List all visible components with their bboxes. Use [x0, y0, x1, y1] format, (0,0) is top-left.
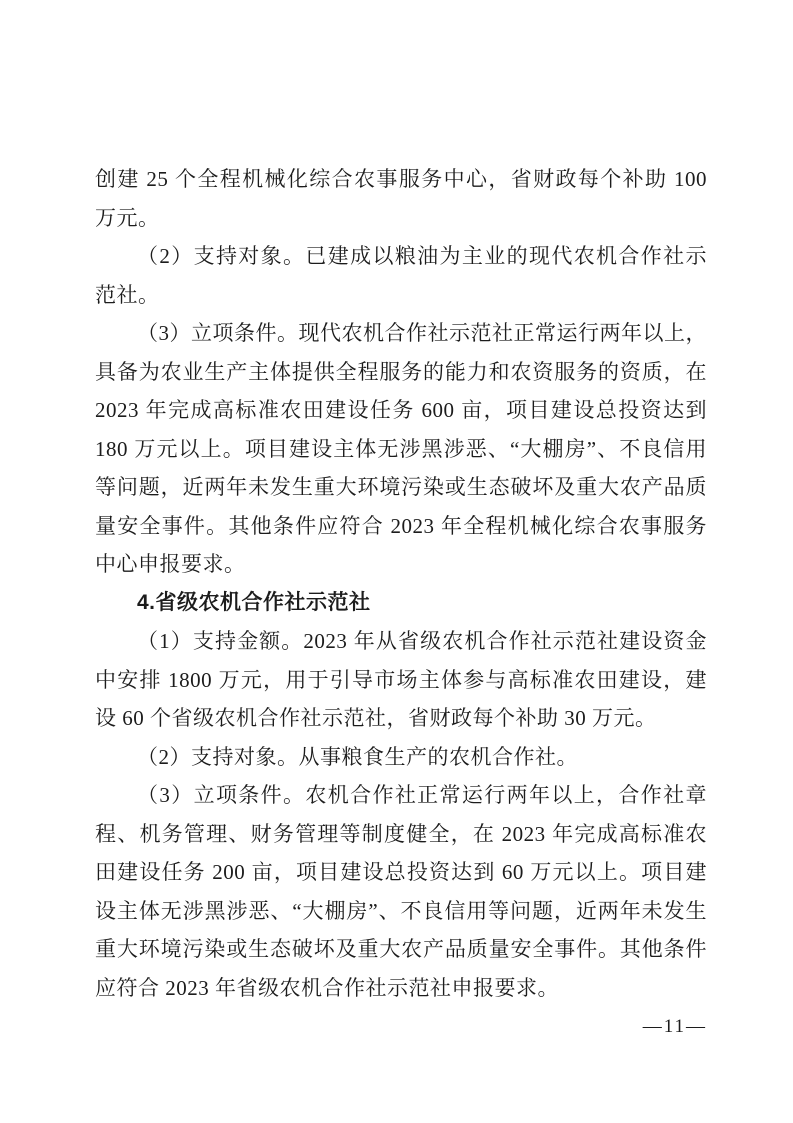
text-line: 中心申报要求。 — [95, 552, 246, 576]
text-line: （3）立项条件。现代农机合作社示范社正常运行两年以上， — [137, 321, 707, 345]
page-number: —11— — [642, 1016, 707, 1037]
text-line: 创建 25 个全程机械化综合农事服务中心，省财政每个补助 100 — [95, 167, 707, 191]
text-line: 万元。 — [95, 205, 160, 230]
text-line: 具备为农业生产主体提供全程服务的能力和农资服务的资质，在 — [95, 359, 707, 384]
text-line: 范社。 — [95, 282, 160, 307]
text-line: 田建设任务 200 亩，项目建设总投资达到 60 万元以上。项目建 — [95, 860, 707, 884]
text-line: （2）支持对象。已建成以粮油为主业的现代农机合作社示 — [137, 244, 707, 268]
text-line: 程、机务管理、财务管理等制度健全，在 2023 年完成高标准农 — [95, 821, 707, 846]
text-line: （2）支持对象。从事粮食生产的农机合作社。 — [137, 744, 578, 769]
text-line: 中安排 1800 万元，用于引导市场主体参与高标准农田建设，建 — [95, 667, 707, 692]
text-line: （3）立项条件。农机合作社正常运行两年以上，合作社章 — [137, 783, 707, 807]
text-line: 2023 年完成高标准农田建设任务 600 亩，项目建设总投资达到 — [95, 398, 707, 422]
text-line: 设主体无涉黑涉恶、“大棚房”、不良信用等问题，近两年未发生 — [95, 898, 707, 923]
text-line: 设 60 个省级农机合作社示范社，省财政每个补助 30 万元。 — [95, 706, 657, 730]
text-line: 180 万元以上。项目建设主体无涉黑涉恶、“大棚房”、不良信用 — [95, 436, 707, 461]
section-heading: 4.省级农机合作社示范社 — [137, 590, 371, 614]
text-line: 量安全事件。其他条件应符合 2023 年全程机械化综合农事服务 — [95, 513, 707, 538]
text-line: 等问题，近两年未发生重大环境污染或生态破坏及重大农产品质 — [95, 475, 707, 499]
text-block — [95, 160, 707, 1007]
text-line: 应符合 2023 年省级农机合作社示范社申报要求。 — [95, 975, 559, 1000]
text-line: （1）支持金额。2023 年从省级农机合作社示范社建设资金 — [137, 629, 707, 653]
text-line: 重大环境污染或生态破坏及重大农产品质量安全事件。其他条件 — [95, 937, 707, 961]
